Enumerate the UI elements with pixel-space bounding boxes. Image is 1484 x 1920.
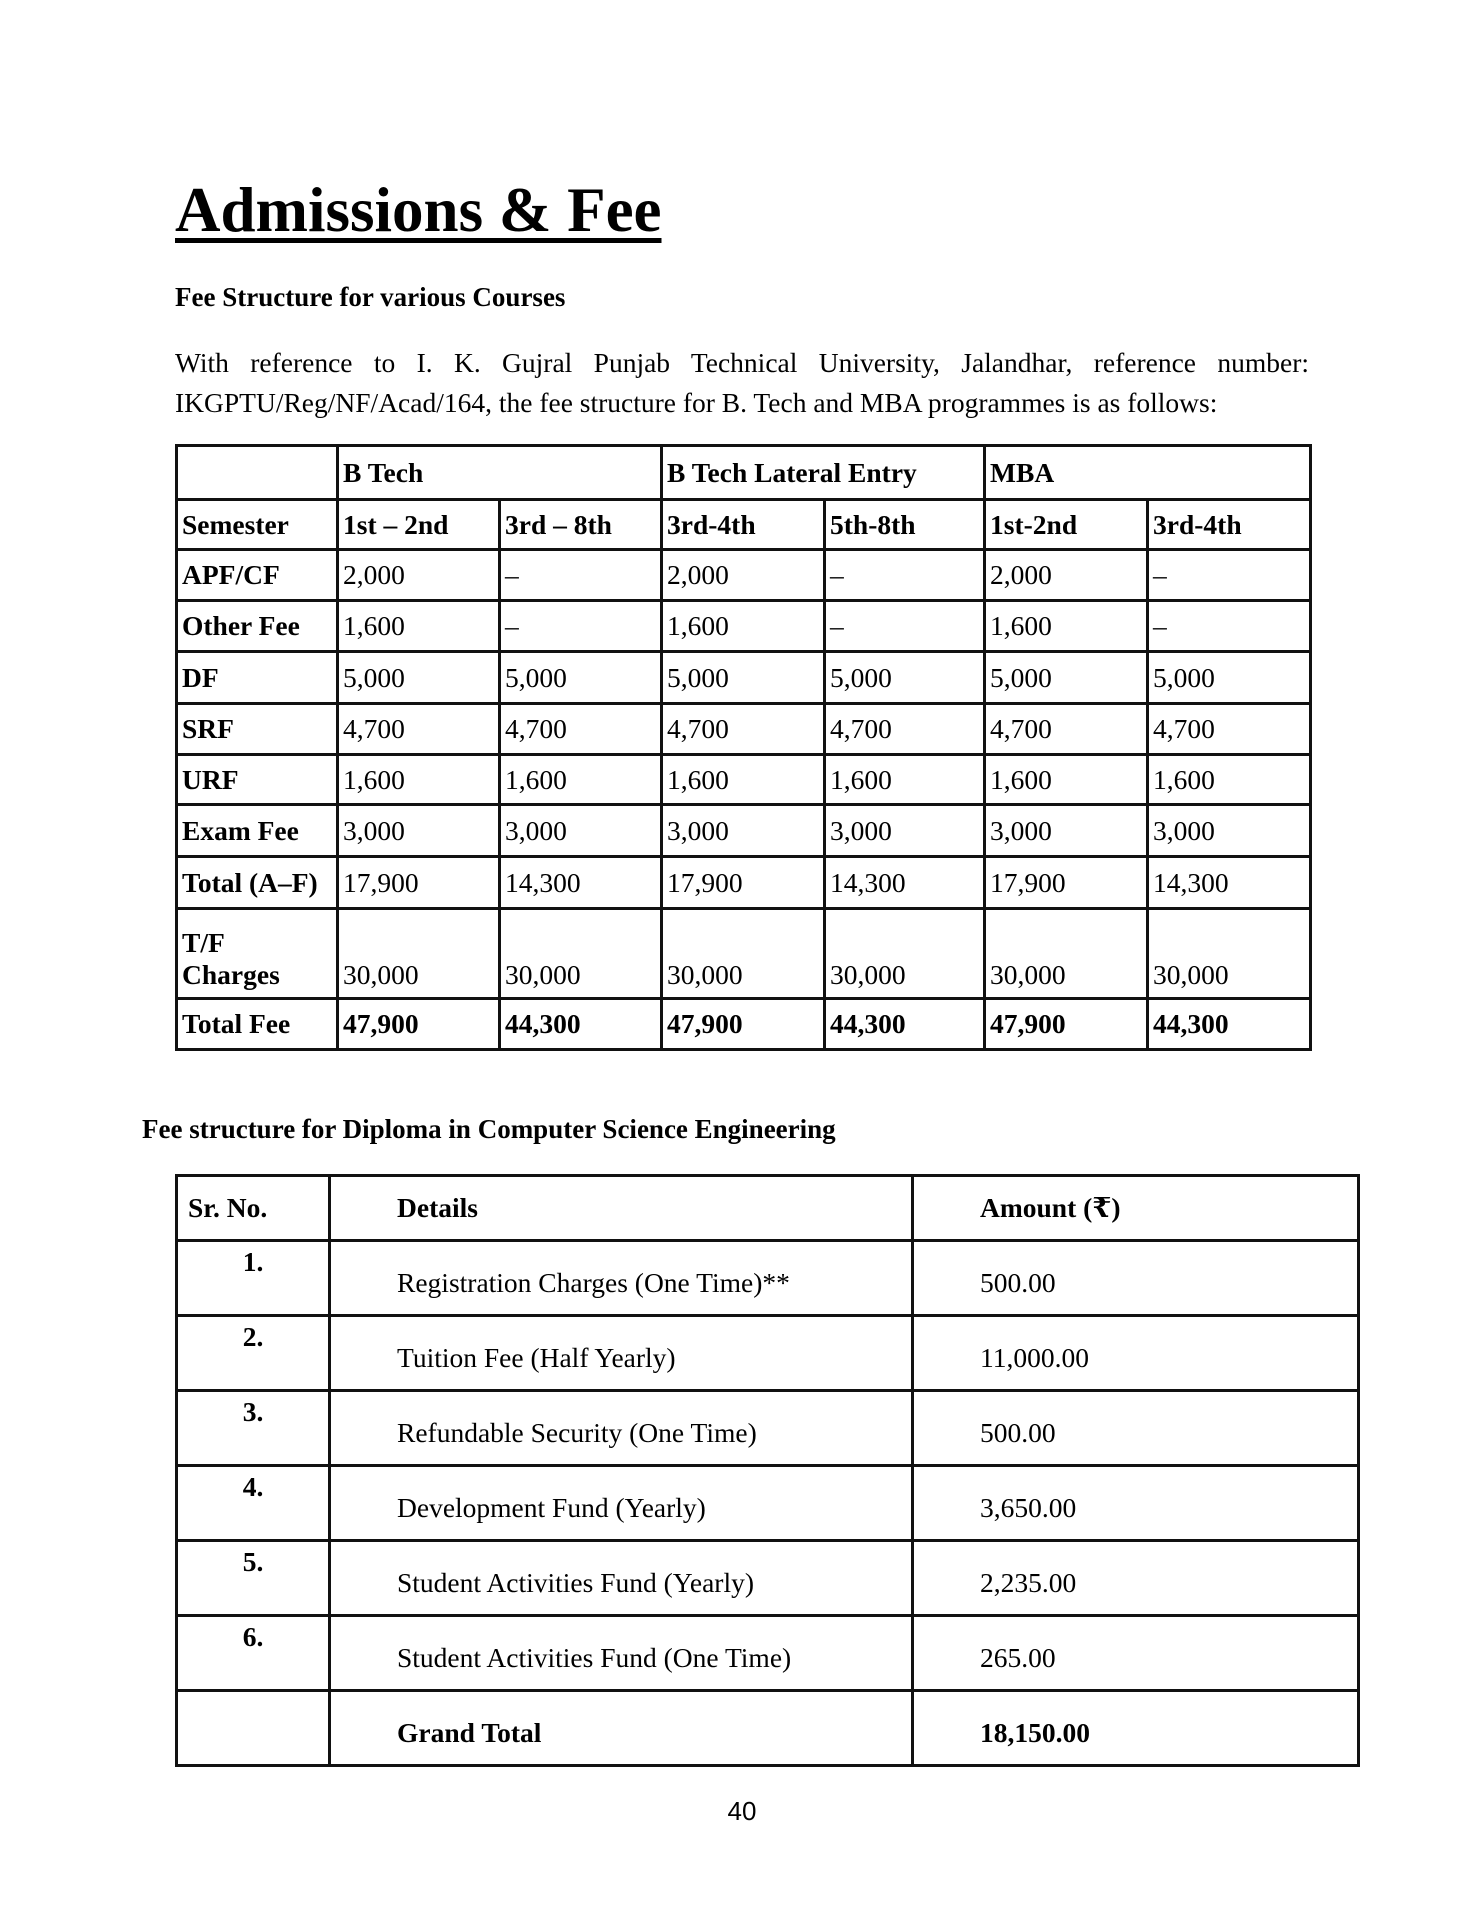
fee-cell: 5,000 (662, 652, 825, 704)
sr-no-cell: 4. (177, 1466, 330, 1541)
details-cell: Development Fund (Yearly) (330, 1466, 913, 1541)
diploma-heading: Fee structure for Diploma in Computer Science Engineering (142, 1114, 836, 1144)
fee-cell: – (500, 601, 662, 652)
empty-sr-cell (177, 1691, 330, 1766)
row-label: DF (177, 652, 338, 704)
program-header: B Tech (338, 446, 662, 500)
table-row (177, 755, 1311, 805)
sr-no-cell: 5. (177, 1541, 330, 1616)
amount-cell: 11,000.00 (913, 1316, 1359, 1391)
sr-no-cell: 2. (177, 1316, 330, 1391)
fee-cell: 3,000 (500, 805, 662, 857)
sr-no-cell: 3. (177, 1391, 330, 1466)
fee-cell: 4,700 (1148, 704, 1311, 755)
fee-cell: 3,000 (1148, 805, 1311, 857)
total-cell: 47,900 (662, 999, 825, 1050)
row-label: SRF (177, 704, 338, 755)
total-cell: 44,300 (500, 999, 662, 1050)
empty-corner-cell (177, 446, 338, 500)
amount-cell: 500.00 (913, 1241, 1359, 1316)
row-label: Total (A–F) (177, 857, 338, 909)
fee-cell: 1,600 (338, 755, 500, 805)
fee-cell: 5,000 (825, 652, 985, 704)
fee-cell: 4,700 (825, 704, 985, 755)
fee-cell: 17,900 (662, 857, 825, 909)
semester-header: 5th-8th (825, 500, 985, 550)
total-cell: 47,900 (338, 999, 500, 1050)
page-number: 40 (727, 1796, 757, 1826)
fee-cell: 4,700 (500, 704, 662, 755)
program-header: MBA (985, 446, 1311, 500)
semester-header: 1st – 2nd (338, 500, 500, 550)
total-fee-row (177, 999, 1311, 1050)
amount-cell: 500.00 (913, 1391, 1359, 1466)
amount-cell: 2,235.00 (913, 1541, 1359, 1616)
table-row (177, 652, 1311, 704)
diploma-fee-table (175, 1174, 1360, 1767)
fee-cell: 4,700 (662, 704, 825, 755)
fee-cell: 5,000 (500, 652, 662, 704)
fee-cell: 30,000 (985, 909, 1148, 999)
details-cell: Registration Charges (One Time)** (330, 1241, 913, 1316)
row-label: URF (177, 755, 338, 805)
amount-cell: 265.00 (913, 1616, 1359, 1691)
semester-header: 3rd-4th (662, 500, 825, 550)
fee-cell: 2,000 (338, 550, 500, 601)
grand-total-amount: 18,150.00 (913, 1691, 1359, 1766)
tuition-charges-row (177, 909, 1311, 999)
fee-cell: 30,000 (1148, 909, 1311, 999)
fee-cell: 14,300 (500, 857, 662, 909)
fee-cell: 14,300 (825, 857, 985, 909)
fee-cell: 3,000 (338, 805, 500, 857)
column-header-amount: Amount (₹) (913, 1176, 1359, 1241)
table-row (177, 805, 1311, 857)
row-label-line: T/F (182, 927, 225, 958)
table-row (177, 1616, 1359, 1691)
row-label-line: Charges (182, 959, 280, 990)
fee-cell: 1,600 (500, 755, 662, 805)
program-header: B Tech Lateral Entry (662, 446, 985, 500)
subtotal-row (177, 857, 1311, 909)
column-header-details: Details (330, 1176, 913, 1241)
row-label: Other Fee (177, 601, 338, 652)
fee-cell: – (825, 601, 985, 652)
fee-cell: 4,700 (338, 704, 500, 755)
table-row (177, 704, 1311, 755)
section-subheading: Fee Structure for various Courses (175, 282, 566, 312)
fee-cell: 3,000 (662, 805, 825, 857)
fee-cell: 30,000 (825, 909, 985, 999)
total-cell: 44,300 (1148, 999, 1311, 1050)
fee-cell: 1,600 (662, 601, 825, 652)
fee-cell: 1,600 (985, 601, 1148, 652)
row-label: Total Fee (177, 999, 338, 1050)
fee-cell: 3,000 (985, 805, 1148, 857)
table-row (177, 601, 1311, 652)
row-label: Exam Fee (177, 805, 338, 857)
semester-header: 3rd – 8th (500, 500, 662, 550)
fee-cell: 4,700 (985, 704, 1148, 755)
fee-cell: – (500, 550, 662, 601)
fee-cell: 1,600 (825, 755, 985, 805)
semester-header: 1st-2nd (985, 500, 1148, 550)
intro-paragraph: With reference to I. K. Gujral Punjab Technical University, Jalandhar, reference number: IKGPTU/Reg/NF/Acad/164, the fee structure for B. Tech and MBA programmes is as follows: (175, 347, 1309, 418)
fee-cell: 2,000 (662, 550, 825, 601)
fee-cell: 14,300 (1148, 857, 1311, 909)
sr-no-cell: 1. (177, 1241, 330, 1316)
fee-cell: 1,600 (1148, 755, 1311, 805)
semester-header: 3rd-4th (1148, 500, 1311, 550)
sr-no-cell: 6. (177, 1616, 330, 1691)
fee-cell: 5,000 (985, 652, 1148, 704)
fee-cell: 17,900 (338, 857, 500, 909)
grand-total-row (177, 1691, 1359, 1766)
fee-cell: 5,000 (338, 652, 500, 704)
details-cell: Student Activities Fund (Yearly) (330, 1541, 913, 1616)
program-header-row (177, 446, 1311, 500)
details-cell: Refundable Security (One Time) (330, 1391, 913, 1466)
semester-header-row (177, 500, 1311, 550)
fee-structure-table (175, 444, 1312, 1051)
fee-cell: 30,000 (338, 909, 500, 999)
table-row (177, 1391, 1359, 1466)
fee-cell: – (1148, 550, 1311, 601)
fee-cell: 17,900 (985, 857, 1148, 909)
fee-cell: 5,000 (1148, 652, 1311, 704)
fee-cell: 1,600 (338, 601, 500, 652)
fee-cell: 1,600 (985, 755, 1148, 805)
table-row (177, 1541, 1359, 1616)
fee-cell: 3,000 (825, 805, 985, 857)
row-label: APF/CF (177, 550, 338, 601)
total-cell: 44,300 (825, 999, 985, 1050)
fee-cell: 30,000 (500, 909, 662, 999)
fee-cell: – (825, 550, 985, 601)
fee-cell: – (1148, 601, 1311, 652)
table-row (177, 1466, 1359, 1541)
table-row (177, 1241, 1359, 1316)
row-label (177, 909, 338, 999)
fee-cell: 1,600 (662, 755, 825, 805)
table-row (177, 1316, 1359, 1391)
page-title: Admissions & Fee (175, 175, 662, 245)
total-cell: 47,900 (985, 999, 1148, 1050)
table-row (177, 550, 1311, 601)
column-header-sr-no: Sr. No. (177, 1176, 330, 1241)
header-row (177, 1176, 1359, 1241)
fee-cell: 30,000 (662, 909, 825, 999)
grand-total-label: Grand Total (330, 1691, 913, 1766)
details-cell: Student Activities Fund (One Time) (330, 1616, 913, 1691)
fee-cell: 2,000 (985, 550, 1148, 601)
row-label: Semester (177, 500, 338, 550)
amount-cell: 3,650.00 (913, 1466, 1359, 1541)
details-cell: Tuition Fee (Half Yearly) (330, 1316, 913, 1391)
